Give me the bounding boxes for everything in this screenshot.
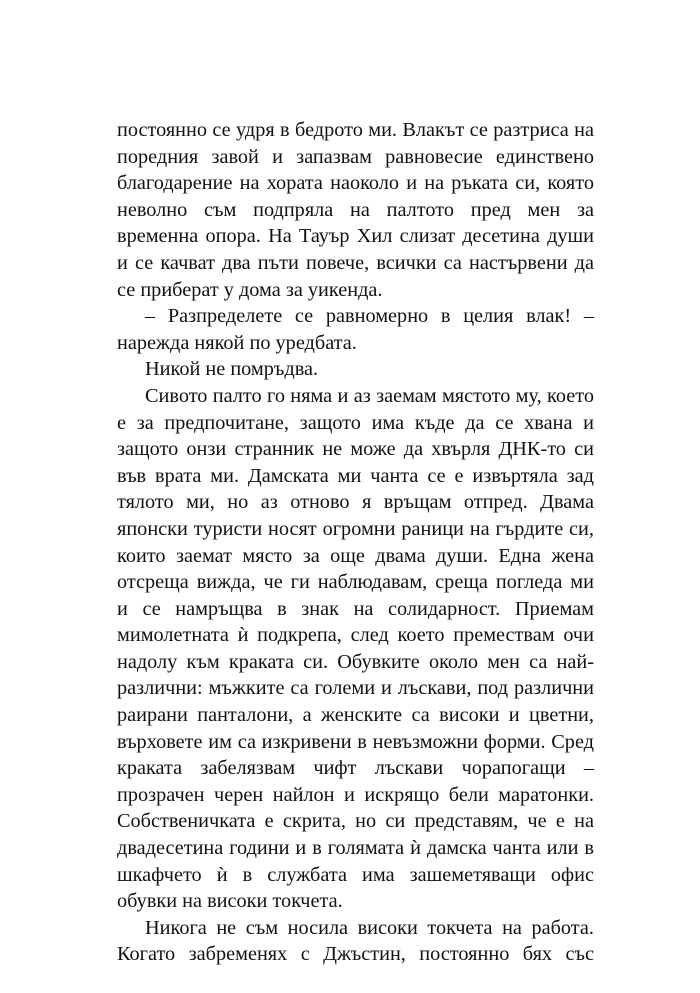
text-line: Никога не съм носила високи токчета на работа.	[145, 916, 594, 939]
text-line: Собственичката е скрита, но си представям, че е на	[117, 810, 594, 833]
text-line: раирани панталони, а женските са високи и цветни,	[117, 704, 594, 727]
text-line: надолу към краката си. Обувките около мен са най-	[117, 650, 594, 673]
text-line: Сивото палто го няма и аз заемам мястото му, което	[145, 384, 594, 407]
text-line: благодарение на хората наоколо и на ръката си, която	[117, 172, 594, 195]
text-line: Никой не помръдва.	[145, 358, 319, 381]
text-line: – Разпределете се равномерно в целия влак! –	[145, 305, 594, 328]
text-line: и се качват два пъти повече, всички са настървени да	[117, 251, 594, 274]
text-line: във врата ми. Дамската ми чанта се е извъртяла зад	[117, 464, 594, 487]
text-line: които заемат място за още двама души. Една жена	[117, 544, 594, 567]
text-line: се приберат у дома за уикенда.	[117, 278, 383, 301]
text-line: върховете им са изкривени в невъзможни форми. Сред	[117, 730, 594, 753]
text-line: краката забелязвам чифт лъскави чорапогащи –	[117, 757, 594, 780]
text-line: е за предпочитане, защото има къде да се хвана и	[117, 411, 594, 434]
text-line: неволно съм подпряла на палтото пред мен за	[117, 198, 594, 221]
text-line: и се намръщва в знак на солидарност. Приемам	[117, 597, 594, 620]
text-line: отсреща вижда, че ги наблюдавам, среща погледа ми	[117, 571, 594, 594]
text-line: различни: мъжките са големи и лъскави, под различни	[117, 677, 594, 700]
text-line: мимолетната ѝ подкрепа, след което премествам очи	[117, 624, 594, 647]
text-line: прозрачен черен найлон и искрящо бели маратонки.	[117, 783, 594, 806]
text-line: шкафчето ѝ в службата има зашеметяващи офис	[117, 863, 594, 886]
text-line: временна опора. На Тауър Хил слизат десетина души	[117, 225, 594, 248]
text-line: постоянно се удря в бедрото ми. Влакът се разтриса на	[117, 119, 594, 141]
text-line: поредния завой и запазвам равновесие единствено	[117, 145, 594, 168]
text-line: Когато забременях с Джъстин, постоянно бях със	[117, 943, 594, 966]
text-line: защото онзи странник не може да хвърля ДНК-то си	[117, 438, 594, 461]
text-line: японски туристи носят огромни раници на гърдите си,	[117, 517, 594, 540]
text-line: тялото ми, но аз отново я връщам отпред. Двама	[117, 491, 594, 514]
text-line: нарежда някой по уредбата.	[117, 331, 357, 354]
text-line: обувки на високи токчета.	[117, 890, 343, 913]
text-line: двадесетина години и в голямата ѝ дамска чанта или в	[117, 837, 594, 860]
page-body-text	[117, 117, 594, 968]
